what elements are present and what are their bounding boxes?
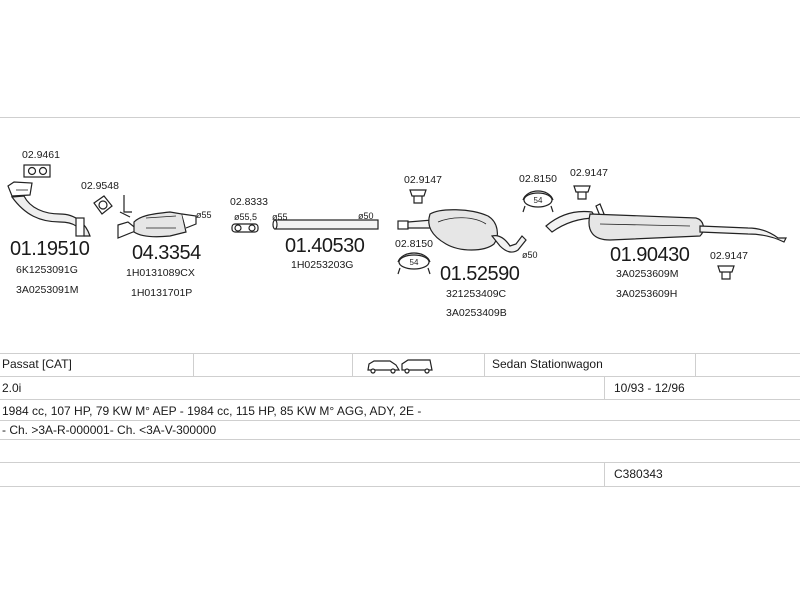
accessory-number: 02.9548 <box>81 180 119 192</box>
part-reference: 1H0131701P <box>131 287 193 299</box>
part-number: 01.19510 <box>10 238 90 260</box>
part-reference: 1H0131089CX <box>126 267 195 279</box>
engine-spec: 1984 cc, 107 HP, 79 KW M° AEP - 1984 cc, 115 HP, 85 KW M° AGG, ADY, 2E - <box>2 404 422 418</box>
accessory-number: 02.8150 <box>519 173 557 185</box>
accessory-number: 02.9147 <box>404 174 442 186</box>
pipe-diameter: ø55 <box>196 210 212 220</box>
stationwagon-car-icon <box>402 360 432 373</box>
pipe-diameter: ø55 <box>272 212 288 222</box>
catalytic-converter-drawing <box>118 212 196 238</box>
part-reference: 3A0253609H <box>616 288 678 300</box>
middle-pipe-drawing <box>273 220 378 229</box>
accessory-number: 02.9147 <box>710 250 748 262</box>
clamp-icon <box>232 224 258 232</box>
gasket-icon <box>24 165 50 177</box>
part-reference: 1H0253203G <box>291 259 354 271</box>
bolt-icon <box>120 195 132 217</box>
part-reference: 3A0253409B <box>446 307 507 319</box>
engine-size: 2.0i <box>2 381 22 395</box>
vehicle-model: Passat [CAT] <box>2 357 72 371</box>
accessory-number: 02.8333 <box>230 196 268 208</box>
part-number: 01.90430 <box>610 244 690 266</box>
part-number: 01.52590 <box>440 263 520 285</box>
sedan-car-icon <box>368 361 399 373</box>
hanger-icon <box>410 190 426 203</box>
catalogue-code: C380343 <box>614 467 663 481</box>
part-reference: 321253409C <box>446 288 507 300</box>
clamp-size-label: 54 <box>409 258 419 267</box>
rear-silencer-drawing <box>546 204 786 242</box>
chassis-range: - Ch. >3A-R-000001- Ch. <3A-V-300000 <box>2 423 217 437</box>
hanger-icon <box>718 266 734 279</box>
part-reference: 3A0253091M <box>16 284 79 296</box>
part-reference: 3A0253609M <box>616 268 679 280</box>
gasket-icon <box>94 196 112 214</box>
part-reference: 6K1253091G <box>16 264 78 276</box>
front-pipe-drawing <box>8 182 90 236</box>
body-types: Sedan Stationwagon <box>492 357 603 371</box>
part-number: 04.3354 <box>132 242 201 264</box>
clamp-size-label: 54 <box>533 196 543 205</box>
hanger-icon <box>574 186 590 199</box>
production-years: 10/93 - 12/96 <box>614 381 685 395</box>
accessory-number: 02.9147 <box>570 167 608 179</box>
pipe-diameter: ø50 <box>522 250 538 260</box>
pipe-diameter: ø50 <box>358 211 374 221</box>
accessory-number: 02.9461 <box>22 149 60 161</box>
part-number: 01.40530 <box>285 235 365 257</box>
pipe-diameter: ø55,5 <box>234 212 258 222</box>
accessory-number: 02.8150 <box>395 238 433 250</box>
